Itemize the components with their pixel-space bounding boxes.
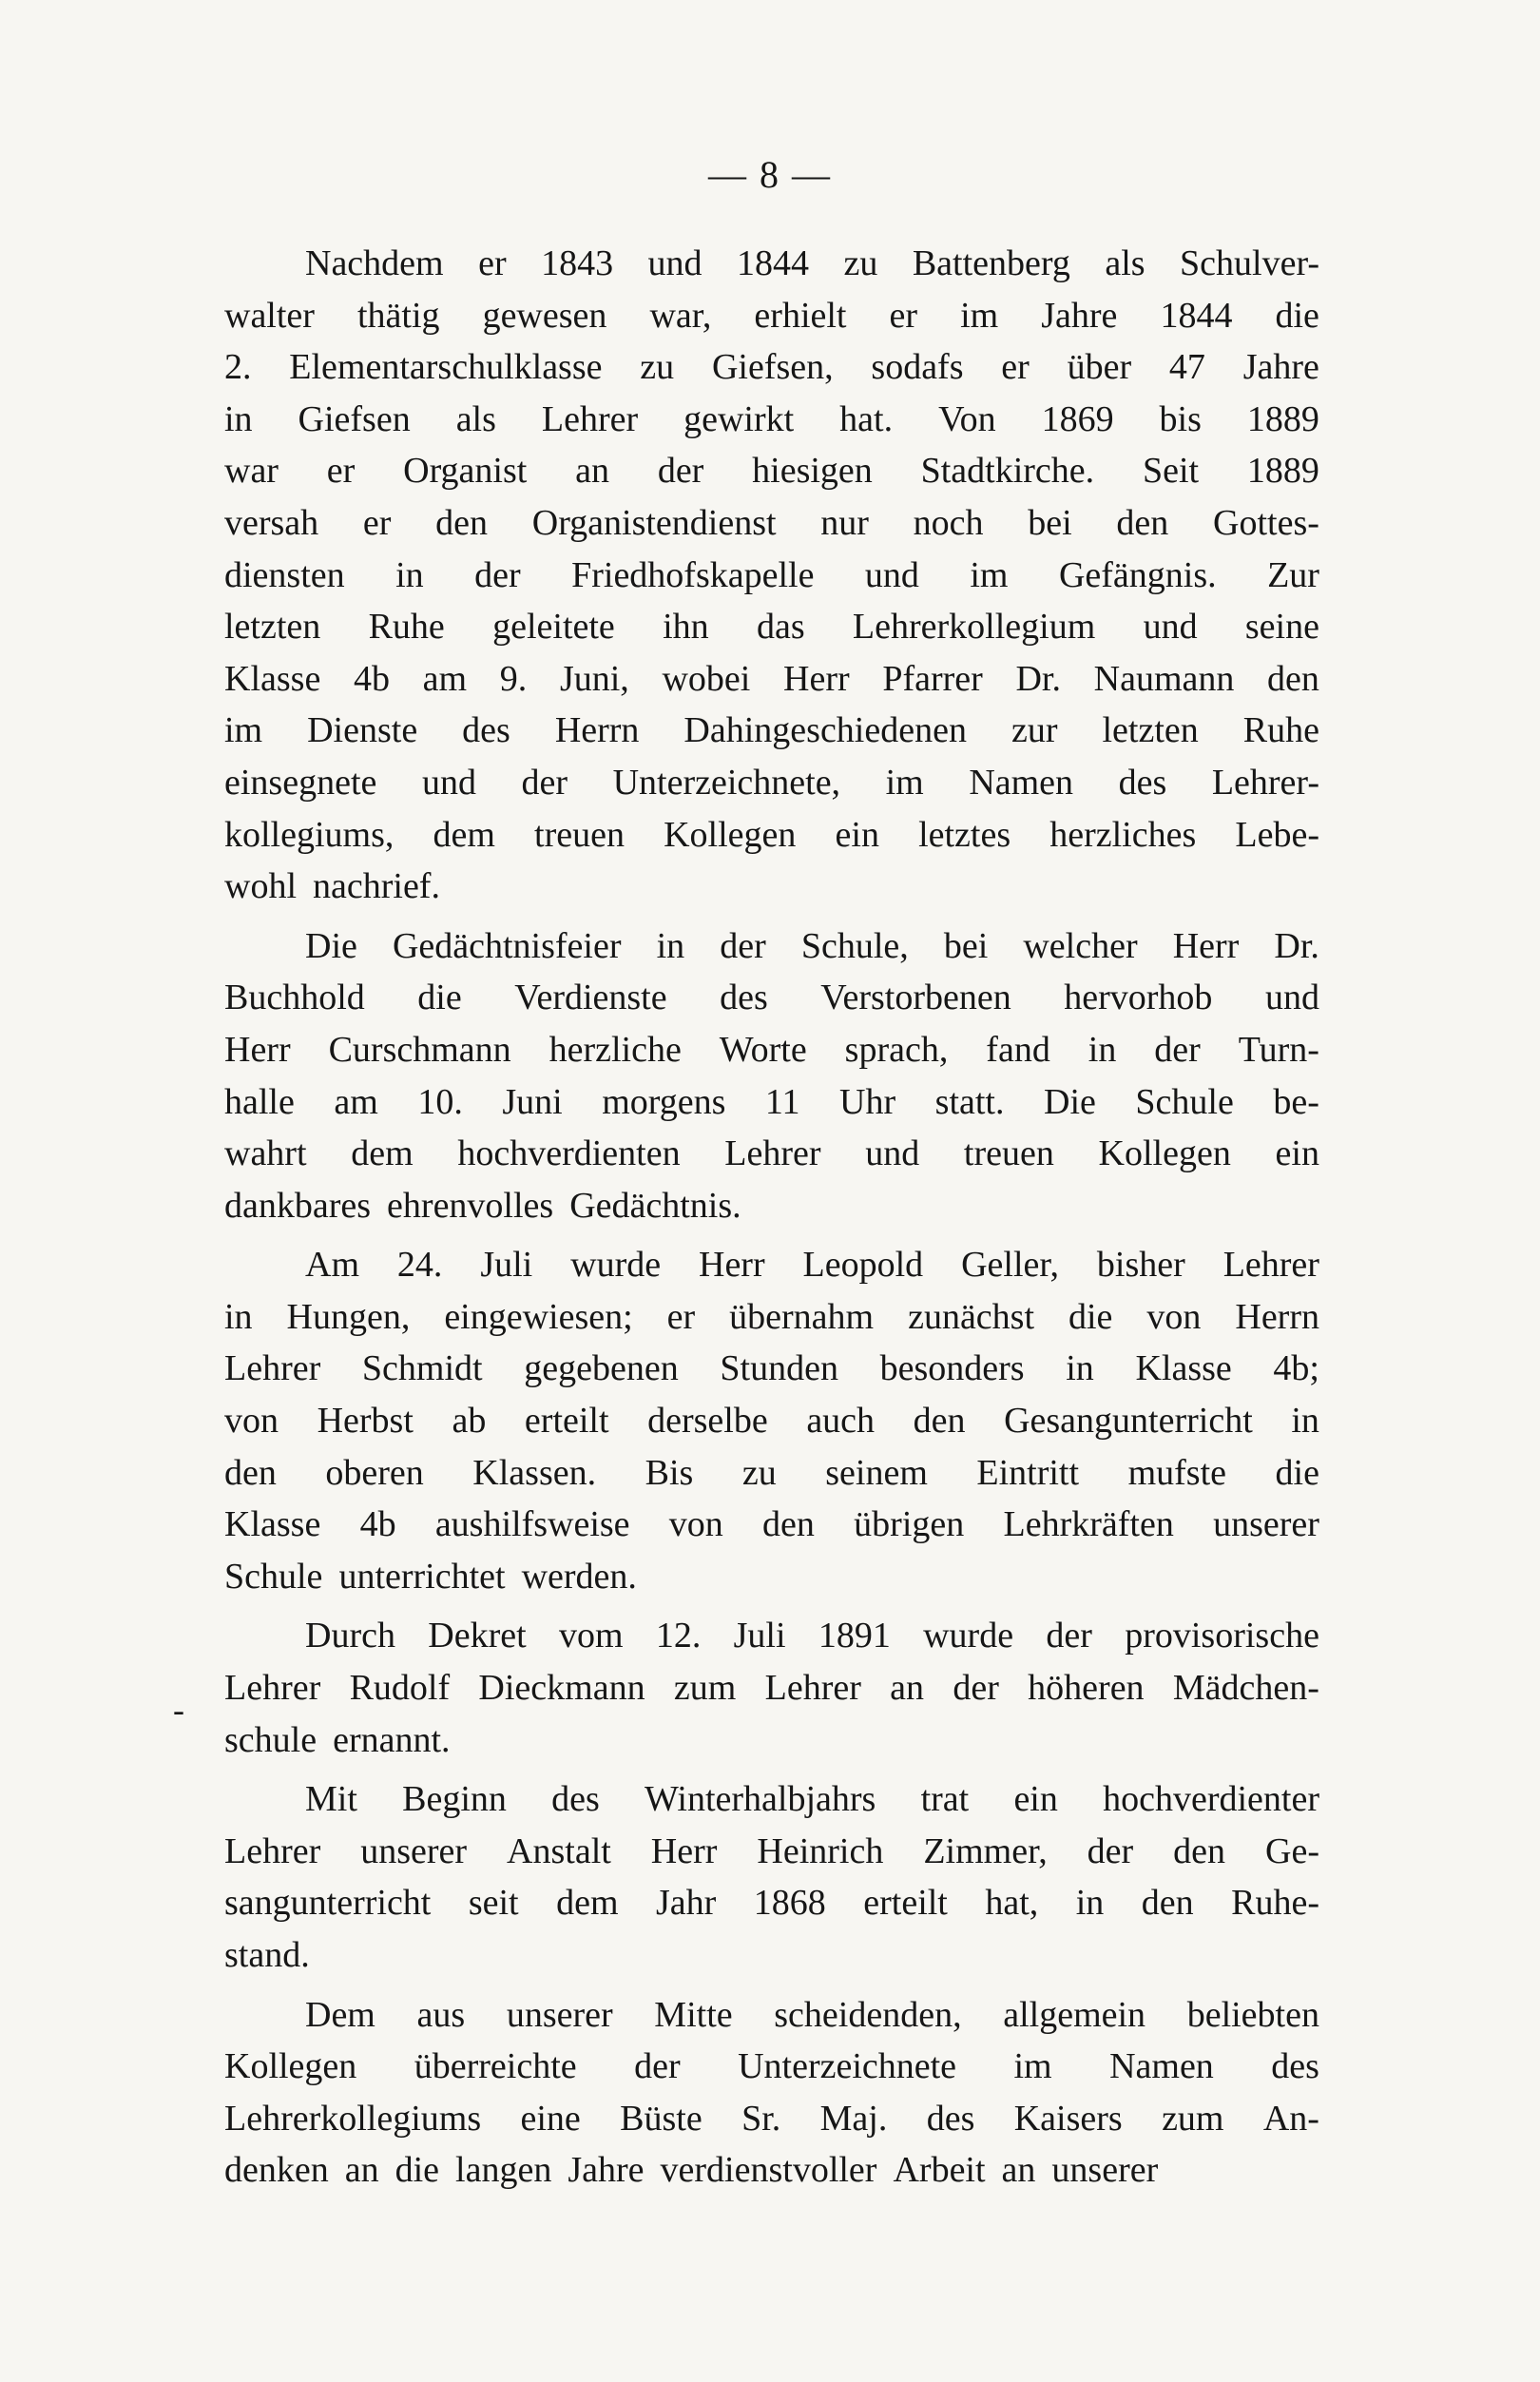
text-line: Buchhold die Verdienste des Verstorbenen hervorhob und: [224, 978, 1319, 1018]
text-line: wohl nachrief.: [224, 866, 440, 907]
text-line: Kollegen überreichte der Unterzeichnete im Namen des: [224, 2046, 1319, 2087]
text-line: Schule unterrichtet werden.: [224, 1556, 637, 1597]
text-line: dankbares ehrenvolles Gedächtnis.: [224, 1185, 741, 1226]
text-line: Nachdem er 1843 und 1844 zu Battenberg als Schulver-: [305, 243, 1319, 283]
text-line: Die Gedächtnisfeier in der Schule, bei welcher Herr Dr.: [305, 925, 1319, 966]
text-line: sangunterricht seit dem Jahr 1868 erteilt hat, in den Ruhe-: [224, 1883, 1319, 1924]
text-line: Lehrer Schmidt gegebenen Stunden besonders in Klasse 4b;: [224, 1348, 1319, 1389]
text-line: Lehrer unserer Anstalt Herr Heinrich Zimmer, der den Ge-: [224, 1830, 1319, 1871]
margin-mark: -: [173, 1691, 184, 1729]
body-text: [224, 238, 1319, 2197]
text-line: Durch Dekret vom 12. Juli 1891 wurde der provisorische: [305, 1616, 1319, 1656]
paragraph-gap: [224, 1231, 1319, 1239]
text-line: wahrt dem hochverdienten Lehrer und treuen Kollegen ein: [224, 1133, 1319, 1174]
text-line: letzten Ruhe geleitete ihn das Lehrerkollegium und seine: [224, 607, 1319, 648]
text-line: in Hungen, eingewiesen; er übernahm zunächst die von Herrn: [224, 1296, 1319, 1337]
text-line: Lehrer Rudolf Dieckmann zum Lehrer an der höheren Mädchen-: [224, 1668, 1319, 1709]
text-line: den oberen Klassen. Bis zu seinem Eintritt mufste die: [224, 1452, 1319, 1493]
text-line: stand.: [224, 1935, 310, 1975]
text-line: walter thätig gewesen war, erhielt er im Jahre 1844 die: [224, 295, 1319, 336]
text-line: Klasse 4b am 9. Juni, wobei Herr Pfarrer Dr. Naumann den: [224, 658, 1319, 699]
text-line: war er Organist an der hiesigen Stadtkirche. Seit 1889: [224, 451, 1319, 492]
page-number: — 8 —: [708, 153, 832, 196]
text-line: diensten in der Friedhofskapelle und im Gefängnis. Zur: [224, 554, 1319, 595]
paragraph-gap: [224, 1766, 1319, 1773]
text-line: Lehrerkollegiums eine Büste Sr. Maj. des Kaisers zum An-: [224, 2098, 1319, 2139]
text-line: Dem aus unserer Mitte scheidenden, allgemein beliebten: [305, 1994, 1319, 2035]
text-line: Am 24. Juli wurde Herr Leopold Geller, bisher Lehrer: [305, 1245, 1319, 1286]
text-line: schule ernannt.: [224, 1719, 451, 1760]
text-line: denken an die langen Jahre verdienstvoller Arbeit an unserer: [224, 2150, 1159, 2191]
text-line: versah er den Organistendienst nur noch bei den Gottes-: [224, 502, 1319, 543]
text-line: Herr Curschmann herzliche Worte sprach, fand in der Turn-: [224, 1029, 1319, 1070]
text-line: von Herbst ab erteilt derselbe auch den Gesangunterricht in: [224, 1401, 1319, 1442]
text-line: Klasse 4b aushilfsweise von den übrigen Lehrkräften unserer: [224, 1504, 1319, 1545]
text-line: in Giefsen als Lehrer gewirkt hat. Von 1869 bis 1889: [224, 398, 1319, 439]
paragraph-gap: [224, 1982, 1319, 1989]
text-line: halle am 10. Juni morgens 11 Uhr statt. Die Schule be-: [224, 1081, 1319, 1122]
paragraph-gap: [224, 1602, 1319, 1610]
text-line: kollegiums, dem treuen Kollegen ein letztes herzliches Lebe-: [224, 814, 1319, 855]
text-line: einsegnete und der Unterzeichnete, im Namen des Lehrer-: [224, 762, 1319, 803]
text-line: 2. Elementarschulklasse zu Giefsen, sodafs er über 47 Jahre: [224, 347, 1319, 388]
text-line: Mit Beginn des Winterhalbjahrs trat ein hochverdienter: [305, 1779, 1319, 1820]
text-line: im Dienste des Herrn Dahingeschiedenen zur letzten Ruhe: [224, 710, 1319, 751]
paragraph-gap: [224, 913, 1319, 920]
